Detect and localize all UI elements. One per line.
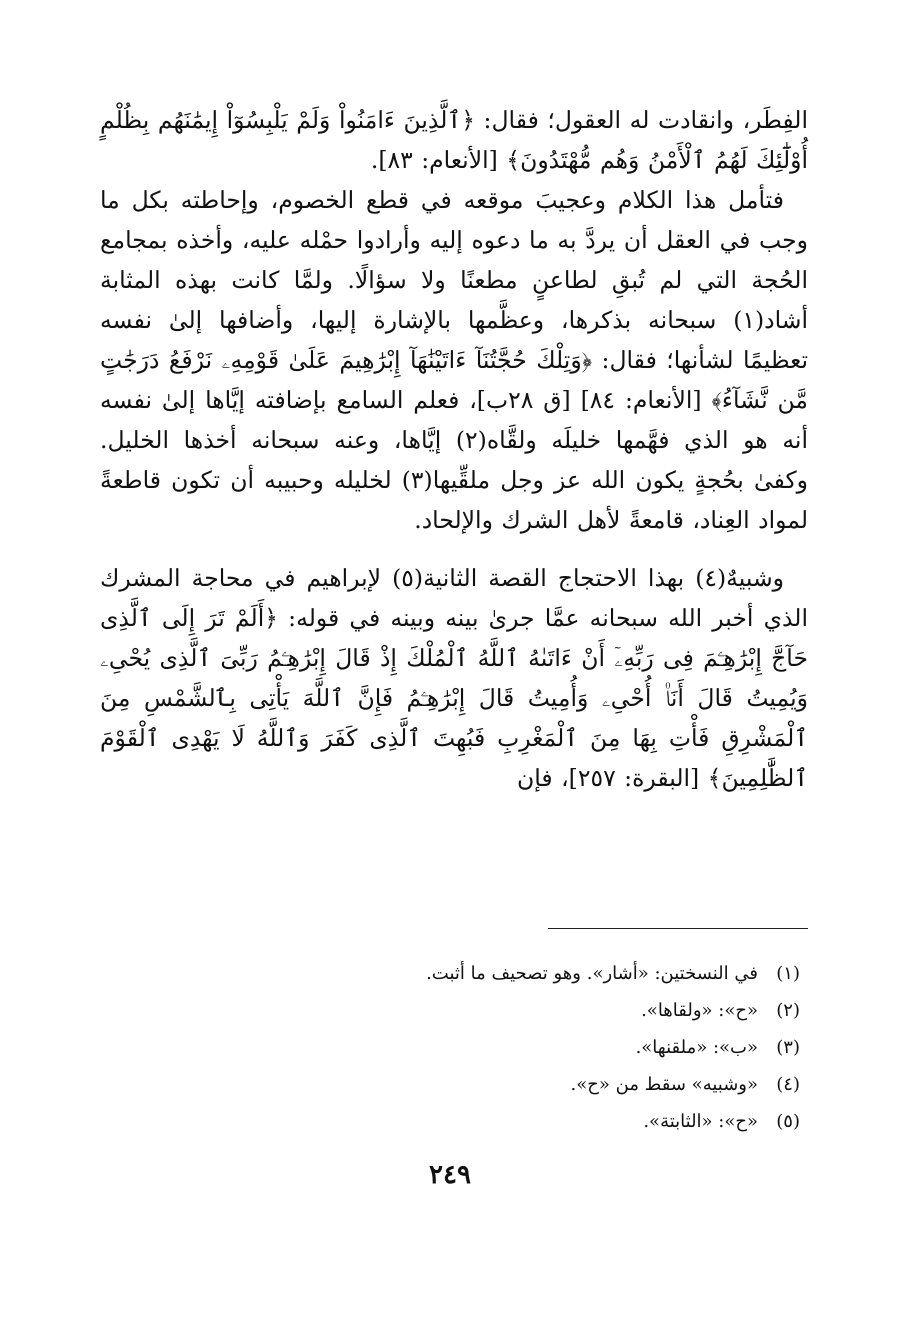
footnote-item [140,1103,800,1140]
paragraph-2: فتأمل هذا الكلام وعجيبَ موقعه في قطع الخصوم، وإحاطته بكل ما وجب في العقل أن يردَّ به ما دعوه إليه وأرادوا حمْله عليه، وأخذه بمجامع الحُجة التي لم تُبقِ لطاعنٍ مطعنًا ولا سؤالًا. ولمَّا كانت بهذه المثابة أشاد(١) سبحانه بذكرها، وعظَّمها بالإشارة إليها، وأضافها إلىٰ نفسه تعظيمًا لشأنها؛ فقال: ﴿وَتِلْكَ حُجَّتُنَآ ءَاتَيْنَٰهَآ إِبْرَٰهِيمَ عَلَىٰ قَوْمِهِۦ نَرْفَعُ دَرَجَٰتٍ مَّن نَّشَآءُ﴾ [الأنعام: ٨٤] [ق ٢٨ب]، فعلم السامع بإضافته إيَّاها إلىٰ نفسه أنه هو الذي فهَّمها خليلَه ولقَّاه(٢) إيَّاها، وعنه سبحانه أخذها الخليل. وكفىٰ بحُجةٍ يكون الله عز وجل ملقِّيها(٣) لخليله وحبيبه أن تكون قاطعةً لمواد العِناد، قامعةً لأهل الشرك والإلحاد. [100,186,809,534]
page-number: ٢٤٩ [429,1160,471,1190]
footnote-text: «ب»: «ملقنها». [635,1037,758,1058]
footnote-number: (١) [776,963,800,984]
paragraph-1: الفِطَر، وانقادت له العقول؛ فقال: ﴿ٱلَّذِينَ ءَامَنُواْ وَلَمْ يَلْبِسُوٓاْ إِيمَٰنَهُم بِظُلْمٍ أُوْلَٰٓئِكَ لَهُمُ ٱلْأَمْنُ وَهُم مُّهْتَدُونَ﴾ [الأنعام: ٨٣]. [100,106,808,174]
footnote-item [140,955,800,992]
footnote-number: (٣) [776,1037,800,1058]
footnote-number: (٥) [776,1111,800,1132]
footnote-number: (٢) [776,1000,800,1021]
page-body [100,100,808,798]
footnote-text: في النسختين: «أشار». وهو تصحيف ما أثبت. [426,963,758,984]
footnote-text: «ح»: «ولقاها». [641,1000,758,1021]
footnote-item [140,992,800,1029]
footnote-item [140,1066,800,1103]
footnotes-list [140,955,800,1140]
footnote-text: «ح»: «الثابتة». [643,1111,758,1132]
footnote-text: «وشبيه» سقط من «ح». [570,1074,758,1095]
footnote-number: (٤) [776,1074,800,1095]
footnote-item [140,1029,800,1066]
footnote-separator [548,928,808,929]
paragraph-3: وشبيهٌ(٤) بهذا الاحتجاج القصة الثانية(٥) لإبراهيم في محاجة المشرك الذي أخبر الله سبحانه عمَّا جرىٰ بينه وبينه في قوله: ﴿أَلَمْ تَرَ إِلَى ٱلَّذِى حَآجَّ إِبْرَٰهِـۧمَ فِى رَبِّهِۦٓ أَنْ ءَاتَىٰهُ ٱللَّهُ ٱلْمُلْكَ إِذْ قَالَ إِبْرَٰهِـۧمُ رَبِّىَ ٱلَّذِى يُحْىِۦ وَيُمِيتُ قَالَ أَنَا۠ أُحْىِۦ وَأُمِيتُ قَالَ إِبْرَٰهِـۧمُ فَإِنَّ ٱللَّهَ يَأْتِى بِٱلشَّمْسِ مِنَ ٱلْمَشْرِقِ فَأْتِ بِهَا مِنَ ٱلْمَغْرِبِ فَبُهِتَ ٱلَّذِى كَفَرَ وَٱللَّهُ لَا يَهْدِى ٱلْقَوْمَ ٱلظَّٰلِمِينَ﴾ [البقرة: ٢٥٧]، فإن [100,564,808,792]
